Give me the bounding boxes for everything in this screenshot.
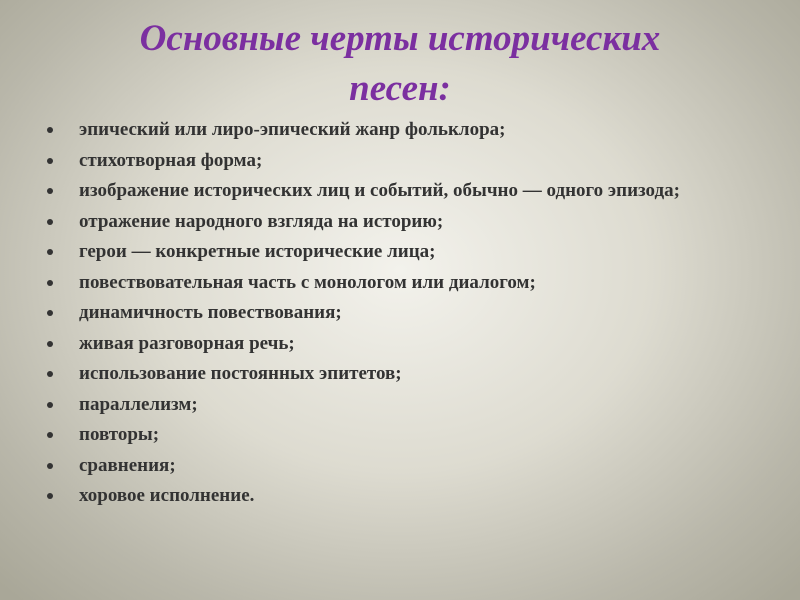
bullet-text: сравнения; xyxy=(79,454,176,476)
bullet-text: стихотворная форма; xyxy=(79,149,263,171)
bullet-item xyxy=(42,179,772,202)
bullet-item xyxy=(42,301,772,324)
slide-title xyxy=(40,14,760,114)
bullet-dot-icon xyxy=(47,219,53,225)
bullet-dot-icon xyxy=(47,402,53,408)
bullet-text: эпический или лиро-эпический жанр фольклора; xyxy=(79,119,506,140)
bullet-dot-icon xyxy=(47,158,53,164)
bullet-item xyxy=(42,118,772,141)
bullet-dot-icon xyxy=(47,493,53,499)
slide-title-line-2: песен: xyxy=(349,68,451,109)
bullet-text: повторы; xyxy=(79,424,160,445)
bullet-dot-icon xyxy=(47,249,53,255)
bullet-dot-icon xyxy=(47,371,53,377)
bullet-text: отражение народного взгляда на историю; xyxy=(79,210,444,232)
bullet-text: изображение исторических лиц и событий, обычно — одного эпизода; xyxy=(79,180,680,201)
bullet-item xyxy=(42,210,772,233)
bullet-text: повествовательная часть с монологом или диалогом; xyxy=(79,271,536,293)
bullet-dot-icon xyxy=(47,188,53,194)
bullet-item xyxy=(42,240,772,263)
bullet-text: использование постоянных эпитетов; xyxy=(79,363,402,384)
bullet-item xyxy=(42,271,772,294)
bullet-list xyxy=(42,118,772,515)
bullet-dot-icon xyxy=(47,432,53,438)
bullet-item xyxy=(42,423,772,446)
bullet-dot-icon xyxy=(47,341,53,347)
bullet-item xyxy=(42,332,772,355)
bullet-item xyxy=(42,393,772,416)
bullet-item xyxy=(42,362,772,385)
bullet-text: живая разговорная речь; xyxy=(79,332,295,354)
slide-title-line-1: Основные черты исторических xyxy=(139,18,661,59)
bullet-dot-icon xyxy=(47,280,53,286)
bullet-item xyxy=(42,149,772,172)
bullet-dot-icon xyxy=(47,127,53,133)
bullet-item xyxy=(42,484,772,507)
bullet-text: хоровое исполнение. xyxy=(79,485,255,506)
bullet-text: динамичность повествования; xyxy=(79,302,342,323)
bullet-dot-icon xyxy=(47,463,53,469)
bullet-dot-icon xyxy=(47,310,53,316)
bullet-item xyxy=(42,454,772,477)
bullet-text: герои — конкретные исторические лица; xyxy=(79,241,436,262)
bullet-text: параллелизм; xyxy=(79,393,198,415)
